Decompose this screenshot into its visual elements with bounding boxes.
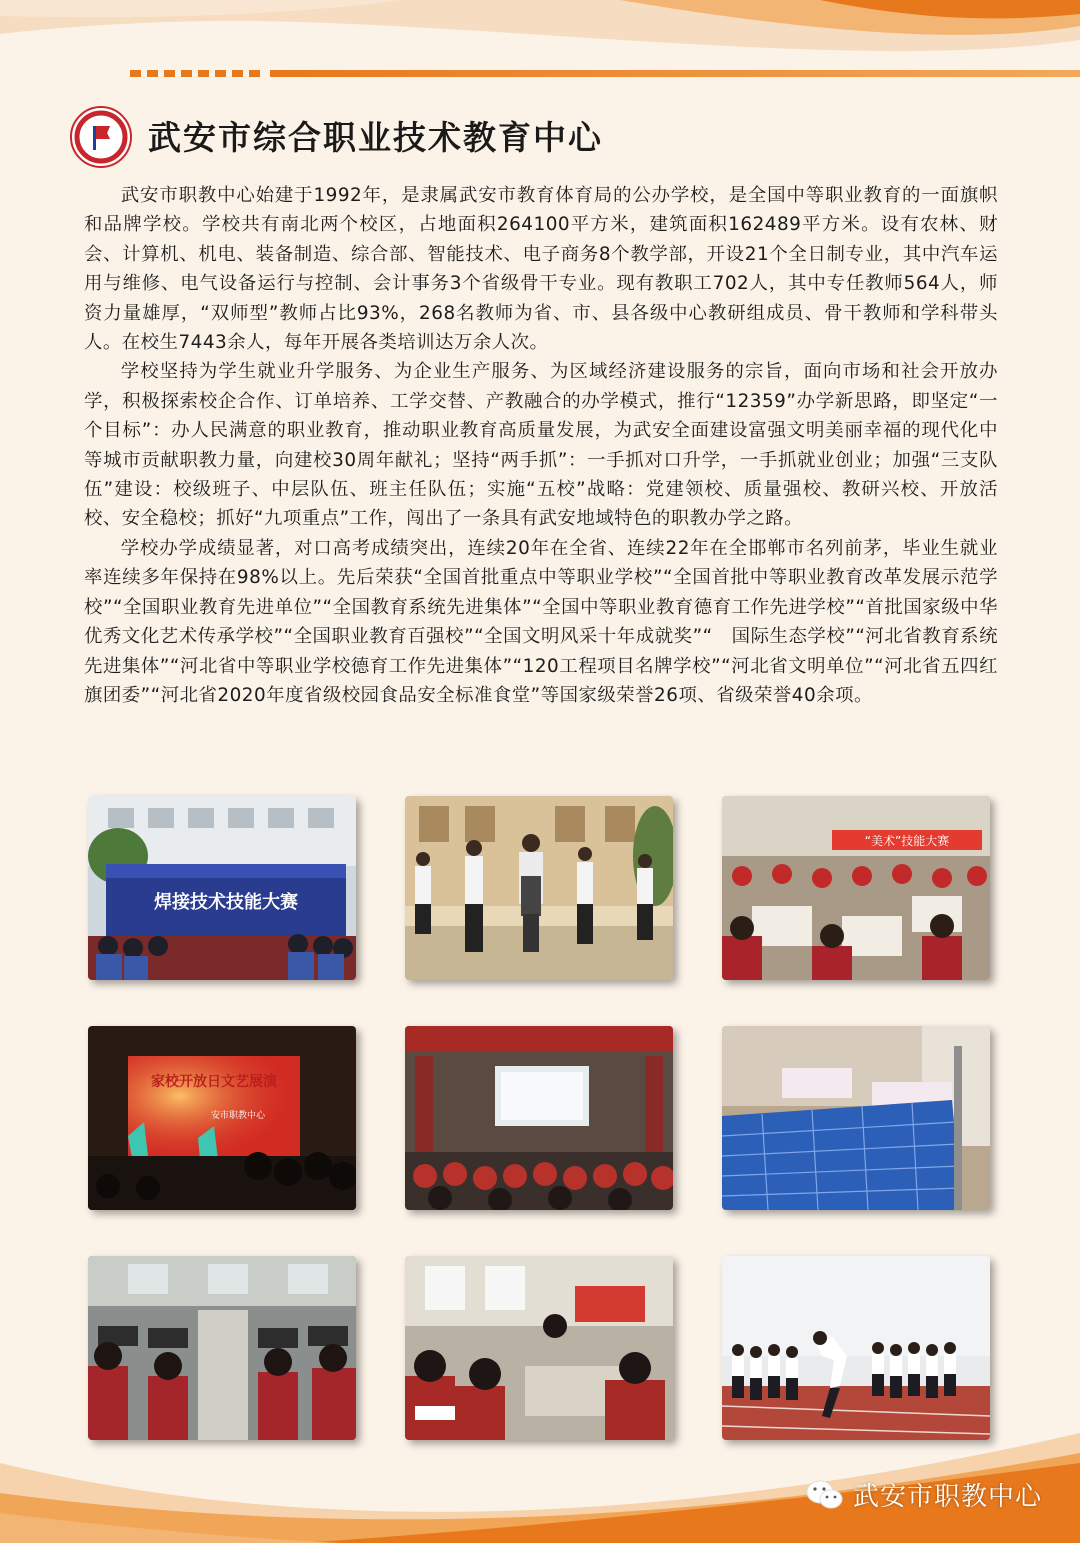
photo-dorm-room xyxy=(722,1026,990,1210)
paragraph-history: 武安市职教中心始建于1992年，是隶属武安市教育体育局的公办学校，是全国中等职业教育的一面旗帜和品牌学校。学校共有南北两个校区，占地面积264100平方米，建筑面积162489平方米。设有农林、财会、计算机、机电、装备制造、综合部、智能技术、电子商务8个教学部，开设21个全日制专业，其中汽车运用与维修、电气设备运行与控制、会计事务3个省级骨干专业。现有教职工702人，其中专任教师564人，师资力量雄厚，“双师型”教师占比93%，268名教师为省、市、县各级中心教研组成员、骨干教师和学科带头人。在校生7443余人，每年开展各类培训达万余人次。 xyxy=(84,185,998,354)
introduction-text xyxy=(84,181,998,710)
photo-banner-open-day: 家校开放日文艺展演 xyxy=(151,1074,277,1090)
photo-banner-art: “美术”技能大赛 xyxy=(864,834,950,848)
photo-etiquette-show xyxy=(405,796,673,980)
top-wave-decoration xyxy=(0,0,1080,110)
photo-subbanner-open-day: 安市职教中心 xyxy=(210,1111,266,1121)
photo-lecture-hall xyxy=(405,1026,673,1210)
photo-gallery xyxy=(88,796,990,1440)
footer-brand xyxy=(805,1476,1042,1513)
wechat-icon xyxy=(805,1478,845,1512)
paragraph-philosophy: 学校坚持为学生就业升学服务、为企业生产服务、为区域经济建设服务的宗旨，面向市场和社会开放办学，积极探索校企合作、订单培养、工学交替、产教融合的办学模式，推行“12359”办学新思路，即坚定“一个目标”：办人民满意的职业教育，推动职业教育高质量发展，为武安全面建设富强文明美丽幸福的现代化中等城市贡献职教力量，向建校30周年献礼；坚持“两手抓”：一手抓对口升学，一手抓就业创业；加强“三支队伍”建设：校级班子、中层队伍、班主任队伍；实施“五校”战略：党建领校、质量强校、教研兴校、开放活校、安全稳校；抓好“九项重点”工作，闯出了一条具有武安地域特色的职教办学之路。 xyxy=(84,361,998,530)
photo-welding-contest xyxy=(88,796,356,980)
photo-open-day-show xyxy=(88,1026,356,1210)
page-title: 武安市综合职业技术教育中心 xyxy=(148,118,603,157)
header-divider xyxy=(130,70,1080,77)
footer-brand-name: 武安市职教中心 xyxy=(852,1482,1042,1512)
photo-banner-welding: 焊接技术技能大赛 xyxy=(154,892,298,913)
bottom-wave-decoration xyxy=(0,1403,1080,1543)
school-logo xyxy=(70,106,132,168)
paragraph-honors: 学校办学成绩显著，对口高考成绩突出，连续20年在全省、连续22年在全邯郸市名列前茅，毕业生就业率连续多年保持在98%以上。先后荣获“全国首批重点中等职业学校”“全国首批中等职业教育改革发展示范学校”“全国职业教育先进单位”“全国教育系统先进集体”“全国中等职业教育德育工作先进学校”“首批国家级中华优秀文化艺术传承学校”“全国职业教育百强校”“全国文明风采十年成就奖”“ 国际生态学校”“河北省教育系统先进集体”“河北省中等职业学校德育工作先进集体”“120工程项目名牌学校”“河北省文明单位”“河北省五四红旗团委”“河北省2020年度省级校园食品安全标准食堂”等国家级荣誉26项、省级荣誉40余项。 xyxy=(84,537,998,706)
photo-art-contest xyxy=(722,796,990,980)
